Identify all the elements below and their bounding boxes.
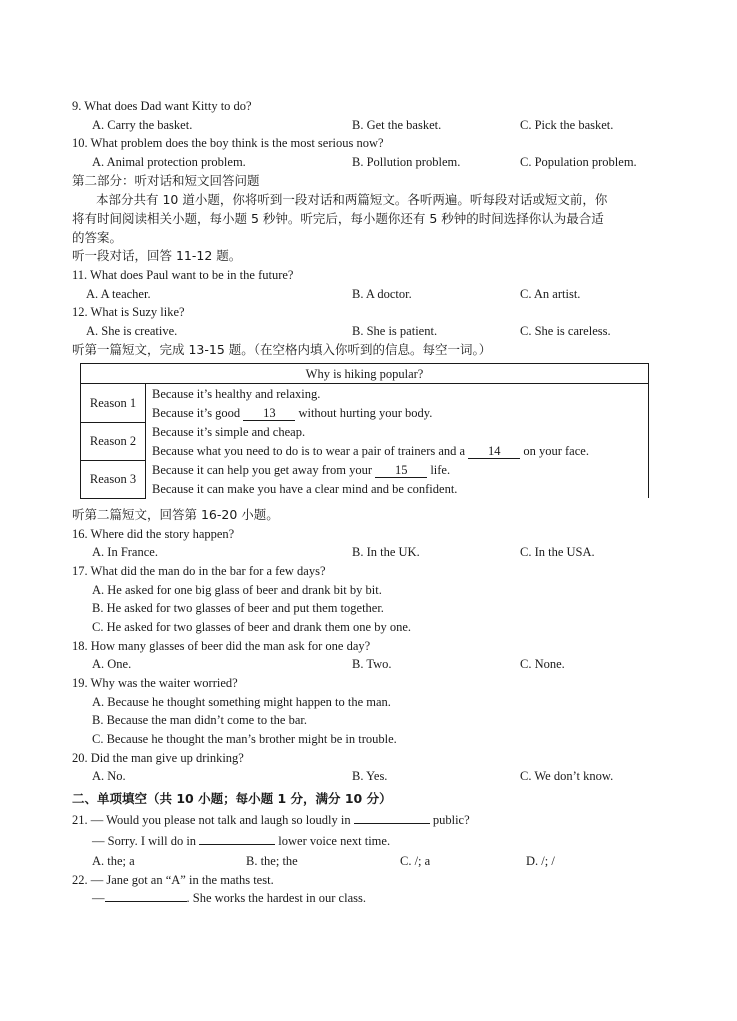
q21-blank2[interactable]: [199, 844, 275, 845]
q21-number: 21.: [72, 813, 88, 827]
reason1-line2-pre: Because it’s good: [152, 405, 241, 420]
part2-title: 第二部分：听对话和短文回答问题: [72, 173, 260, 188]
q12-stem: 12. What is Suzy like?: [72, 305, 185, 319]
q12-option-c: C. She is careless.: [520, 324, 611, 338]
q18-option-b: B. Two.: [352, 657, 392, 671]
q16-option-a: A. In France.: [92, 545, 158, 559]
q22-number: 22.: [72, 873, 88, 887]
q20-option-a: A. No.: [92, 769, 126, 783]
q20-option-b: B. Yes.: [352, 769, 388, 783]
passage1-instruction: 听第一篇短文，完成 13-15 题。（在空格内填入你听到的信息。每空一词。）: [72, 342, 492, 357]
reason2-line1: Because it’s simple and cheap.: [146, 422, 649, 441]
reason1-line2: [146, 403, 649, 422]
q19-option-b: B. Because the man didn’t come to the bar.: [92, 713, 307, 727]
q10-stem: 10. What problem does the boy think is the most serious now?: [72, 136, 384, 150]
q16-option-c: C. In the USA.: [520, 545, 595, 559]
q21-line2-post: lower voice next time.: [278, 834, 391, 848]
q17-stem: 17. What did the man do in the bar for a few days?: [72, 564, 326, 578]
q21-line1-post: public?: [432, 813, 470, 827]
q11-option-c: C. An artist.: [520, 287, 581, 301]
dialogue-instruction: 听一段对话，回答 11-12 题。: [72, 248, 242, 263]
q10-option-b: B. Pollution problem.: [352, 155, 461, 169]
q11-option-a: A. A teacher.: [86, 287, 151, 301]
passage2-instruction: 听第二篇短文，回答第 16-20 小题。: [72, 507, 279, 522]
q21-option-b: B. the; the: [246, 854, 298, 868]
reason3-label: Reason 3: [81, 460, 146, 498]
reason2-line2-post: on your face.: [523, 443, 589, 458]
hiking-table: [80, 363, 649, 499]
reason3-line1-post: life.: [430, 462, 451, 477]
q19-option-a: A. Because he thought something might happen to the man.: [92, 695, 391, 709]
q11-option-b: B. A doctor.: [352, 287, 412, 301]
part2-intro-line3: 的答案。: [72, 230, 123, 245]
q9-option-c: C. Pick the basket.: [520, 118, 614, 132]
q18-option-c: C. None.: [520, 657, 565, 671]
q12-option-a: A. She is creative.: [86, 324, 178, 338]
q19-stem: 19. Why was the waiter worried?: [72, 676, 238, 690]
q16-option-b: B. In the UK.: [352, 545, 420, 559]
q18-option-a: A. One.: [92, 657, 132, 671]
q21-option-a: A. the; a: [92, 854, 135, 868]
q11-stem: 11. What does Paul want to be in the future?: [72, 268, 294, 282]
q21-line1-pre: — Would you please not talk and laugh so loudly in: [90, 813, 351, 827]
q9-stem: 9. What does Dad want Kitty to do?: [72, 99, 252, 113]
q17-option-b: B. He asked for two glasses of beer and put them together.: [92, 601, 384, 615]
reason1-label: Reason 1: [81, 384, 146, 423]
q22-line1-text: — Jane got an “A” in the maths test.: [90, 873, 274, 887]
q12-option-b: B. She is patient.: [352, 324, 438, 338]
q10-option-a: A. Animal protection problem.: [92, 155, 246, 169]
q17-option-a: A. He asked for one big glass of beer and drank bit by bit.: [92, 583, 382, 597]
q20-stem: 20. Did the man give up drinking?: [72, 751, 244, 765]
part2-intro-line1: 本部分共有 10 道小题，你将听到一段对话和两篇短文。各听两遍。听每段对话或短文前，你: [96, 192, 608, 207]
reason3-line2: Because it can make you have a clear mind and be confident.: [146, 479, 649, 498]
q22-line2: [92, 889, 366, 907]
q21-option-d: D. /; /: [526, 854, 555, 868]
q22-blank[interactable]: [105, 901, 187, 902]
q21-line2: [92, 832, 390, 850]
reason2-line2-pre: Because what you need to do is to wear a pair of trainers and a: [152, 443, 466, 458]
reason1-line2-post: without hurting your body.: [298, 405, 433, 420]
q20-option-c: C. We don’t know.: [520, 769, 614, 783]
q16-stem: 16. Where did the story happen?: [72, 527, 235, 541]
q22-line2-pre: —: [92, 891, 105, 905]
blank-15[interactable]: 15: [375, 463, 427, 478]
part2-intro-line2: 将有时间阅读相关小题，每小题 5 秒钟。听完后，每小题你还有 5 秒钟的时间选择你认为最合适: [72, 211, 604, 226]
q21-line1: [72, 811, 470, 829]
q19-option-c: C. Because he thought the man’s brother might be in trouble.: [92, 732, 397, 746]
blank-14[interactable]: 14: [468, 444, 520, 459]
q21-line2-pre: — Sorry. I will do in: [92, 834, 197, 848]
q21-blank1[interactable]: [354, 823, 430, 824]
reason3-line1-pre: Because it can help you get away from your: [152, 462, 373, 477]
section2-title: 二、单项填空（共 10 小题；每小题 1 分，满分 10 分）: [72, 791, 392, 806]
q9-option-a: A. Carry the basket.: [92, 118, 193, 132]
reason2-label: Reason 2: [81, 422, 146, 460]
q21-option-c: C. /; a: [400, 854, 431, 868]
q22-line2-post: . She works the hardest in our class.: [186, 891, 366, 905]
q17-option-c: C. He asked for two glasses of beer and drank them one by one.: [92, 620, 412, 634]
reason1-line1: Because it’s healthy and relaxing.: [146, 384, 649, 404]
reason3-line1: [146, 460, 649, 479]
blank-13[interactable]: 13: [243, 406, 295, 421]
q9-option-b: B. Get the basket.: [352, 118, 442, 132]
table-header: Why is hiking popular?: [81, 364, 649, 384]
q18-stem: 18. How many glasses of beer did the man ask for one day?: [72, 639, 371, 653]
q10-option-c: C. Population problem.: [520, 155, 637, 169]
q22-line1: [72, 871, 274, 889]
reason2-line2: [146, 441, 649, 460]
